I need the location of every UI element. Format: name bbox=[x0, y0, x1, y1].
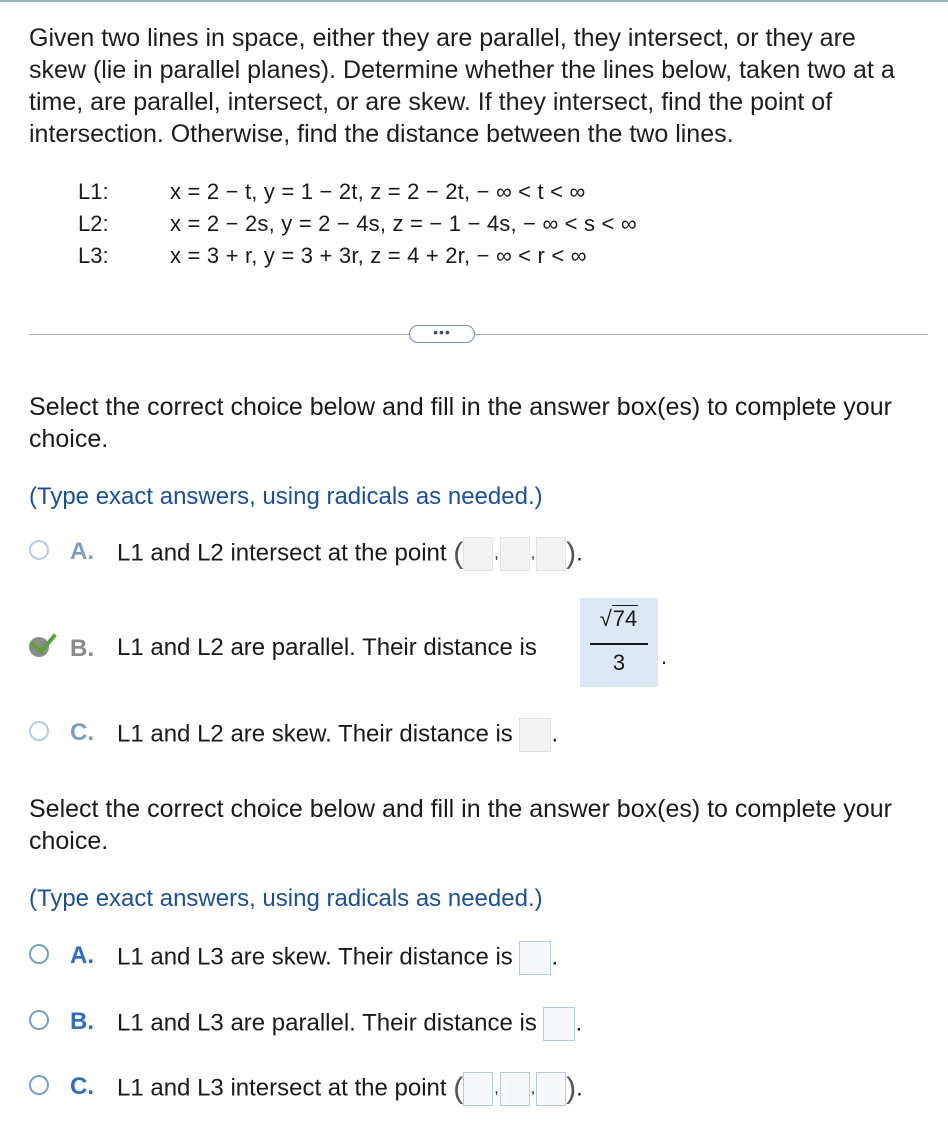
z-coordinate-input[interactable] bbox=[536, 1072, 566, 1106]
close-paren: ) bbox=[566, 537, 577, 570]
choice-label: L1 and L2 intersect at the point bbox=[117, 539, 447, 567]
x-coordinate-input[interactable] bbox=[463, 537, 493, 571]
distance-input[interactable] bbox=[519, 718, 551, 752]
radio-button[interactable] bbox=[29, 721, 49, 741]
choice-text bbox=[117, 941, 558, 975]
period: . bbox=[551, 720, 559, 748]
sqrt-expression bbox=[580, 606, 658, 632]
choice-letter: B. bbox=[70, 1008, 94, 1035]
line-label: L1: bbox=[78, 179, 109, 204]
close-paren: ) bbox=[566, 1072, 577, 1105]
radio-button[interactable] bbox=[29, 1075, 49, 1095]
choice-label: L1 and L3 are skew. Their distance is bbox=[117, 943, 513, 971]
choice-text bbox=[117, 718, 558, 752]
problem-statement: Given two lines in space, either they are parallel, they intersect, or they are skew (lie in parallel planes). Determine whether the lines below, taken two at a time, are parallel, intersect, or are skew. If they intersect, find the point of intersection. Otherwise, find the distance between the two lines. bbox=[29, 24, 895, 148]
line-label: L3: bbox=[78, 243, 109, 268]
open-paren: ( bbox=[453, 1072, 464, 1105]
choice-letter: C. bbox=[70, 719, 94, 746]
part1-hint: (Type exact answers, using radicals as needed.) bbox=[29, 483, 543, 510]
distance-input[interactable] bbox=[543, 1007, 575, 1041]
y-coordinate-input[interactable] bbox=[500, 1072, 530, 1106]
choice-text bbox=[117, 1072, 583, 1106]
z-coordinate-input[interactable] bbox=[536, 537, 566, 571]
period: . bbox=[551, 943, 559, 971]
part1-prompt: Select the correct choice below and fill in the answer box(es) to complete your choice. bbox=[29, 393, 892, 453]
line-equation: x = 3 + r, y = 3 + 3r, z = 4 + 2r, − ∞ < r < ∞ bbox=[170, 243, 587, 268]
sqrt-sign: √ bbox=[599, 606, 612, 631]
x-coordinate-input[interactable] bbox=[463, 1072, 493, 1106]
choice-letter: B. bbox=[70, 635, 94, 662]
radio-button[interactable] bbox=[29, 1010, 49, 1030]
period: . bbox=[576, 539, 583, 567]
choice-text bbox=[117, 537, 583, 571]
period: . bbox=[575, 1009, 583, 1037]
choice-text: L1 and L2 are parallel. Their distance is bbox=[117, 634, 537, 661]
comma: , bbox=[494, 545, 499, 562]
line-equation: x = 2 − 2s, y = 2 − 4s, z = − 1 − 4s, − ∞ < s < ∞ bbox=[170, 211, 637, 236]
choice-letter: C. bbox=[70, 1073, 94, 1100]
top-border bbox=[0, 0, 948, 2]
choice-label: L1 and L2 are skew. Their distance is bbox=[117, 720, 513, 748]
part2-prompt: Select the correct choice below and fill in the answer box(es) to complete your choice. bbox=[29, 795, 892, 855]
comma: , bbox=[530, 1080, 536, 1097]
period: . bbox=[576, 1074, 583, 1102]
expand-ellipsis-button[interactable]: ••• bbox=[409, 325, 475, 343]
distance-input[interactable] bbox=[519, 941, 551, 975]
line-equation: x = 2 − t, y = 1 − 2t, z = 2 − 2t, − ∞ < t < ∞ bbox=[170, 179, 586, 204]
fraction-bar bbox=[590, 643, 648, 645]
open-paren: ( bbox=[453, 537, 464, 570]
denominator: 3 bbox=[612, 650, 626, 675]
line-label: L2: bbox=[78, 211, 109, 236]
choice-letter: A. bbox=[70, 942, 94, 969]
radio-button[interactable] bbox=[29, 944, 49, 964]
radio-button[interactable] bbox=[29, 540, 49, 560]
choice-label: L1 and L3 intersect at the point bbox=[117, 1074, 447, 1102]
comma: , bbox=[494, 1080, 499, 1097]
distance-answer-box[interactable] bbox=[580, 598, 658, 687]
choice-label: L1 and L3 are parallel. Their distance is bbox=[117, 1009, 537, 1037]
section-divider bbox=[29, 334, 928, 335]
part2-hint: (Type exact answers, using radicals as needed.) bbox=[29, 885, 543, 912]
choice-letter: A. bbox=[70, 538, 94, 565]
comma: , bbox=[530, 545, 536, 562]
radicand: 74 bbox=[612, 606, 638, 631]
period: . bbox=[661, 644, 668, 669]
choice-text bbox=[117, 1007, 582, 1041]
y-coordinate-input[interactable] bbox=[500, 537, 530, 571]
